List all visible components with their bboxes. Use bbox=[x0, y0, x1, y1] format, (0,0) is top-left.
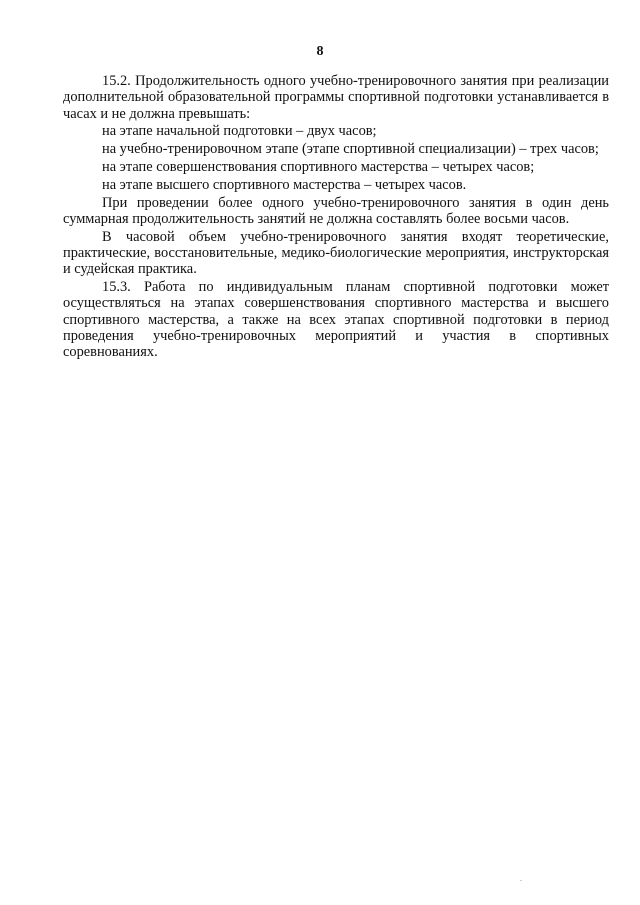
list-item-higher-mastery-stage: на этапе высшего спортивного мастерства – четырех часов. bbox=[102, 176, 467, 193]
list-item-initial-stage: на этапе начальной подготовки – двух часов; bbox=[102, 123, 377, 140]
list-item-training-stage: на учебно-тренировочном этапе (этапе спортивной специализации) – трех часов; bbox=[102, 141, 599, 158]
paragraph-hourly-volume: В часовой объем учебно-тренировочного занятия входят теоретические, практические, восстановительные, медико-биологические мероприятия, инструкторская и судейская практика. bbox=[63, 228, 609, 278]
paragraph-15-2: 15.2. Продолжительность одного учебно-тренировочного занятия при реализации дополнительной образовательной программы спортивной подготовки устанавливается в часах и не должна превышать: bbox=[63, 73, 609, 122]
page-number: 8 bbox=[316, 44, 324, 59]
list-item-improvement-stage: на этапе совершенствования спортивного мастерства – четырех часов; bbox=[102, 158, 535, 175]
scan-speck bbox=[520, 880, 522, 881]
document-body bbox=[63, 73, 609, 362]
paragraph-total-duration: При проведении более одного учебно-тренировочного занятия в один день суммарная продолжительность занятий не должна составлять более восьми часов. bbox=[63, 194, 609, 227]
paragraph-15-3: 15.3. Работа по индивидуальным планам спортивной подготовки может осуществляться на этапах совершенствования спортивного мастерства и высшего спортивного мастерства, а также на всех этапах спортивной подготовки в период проведения учебно-тренировочных мероприятий и участия в спортивных соревнованиях. bbox=[63, 279, 609, 361]
